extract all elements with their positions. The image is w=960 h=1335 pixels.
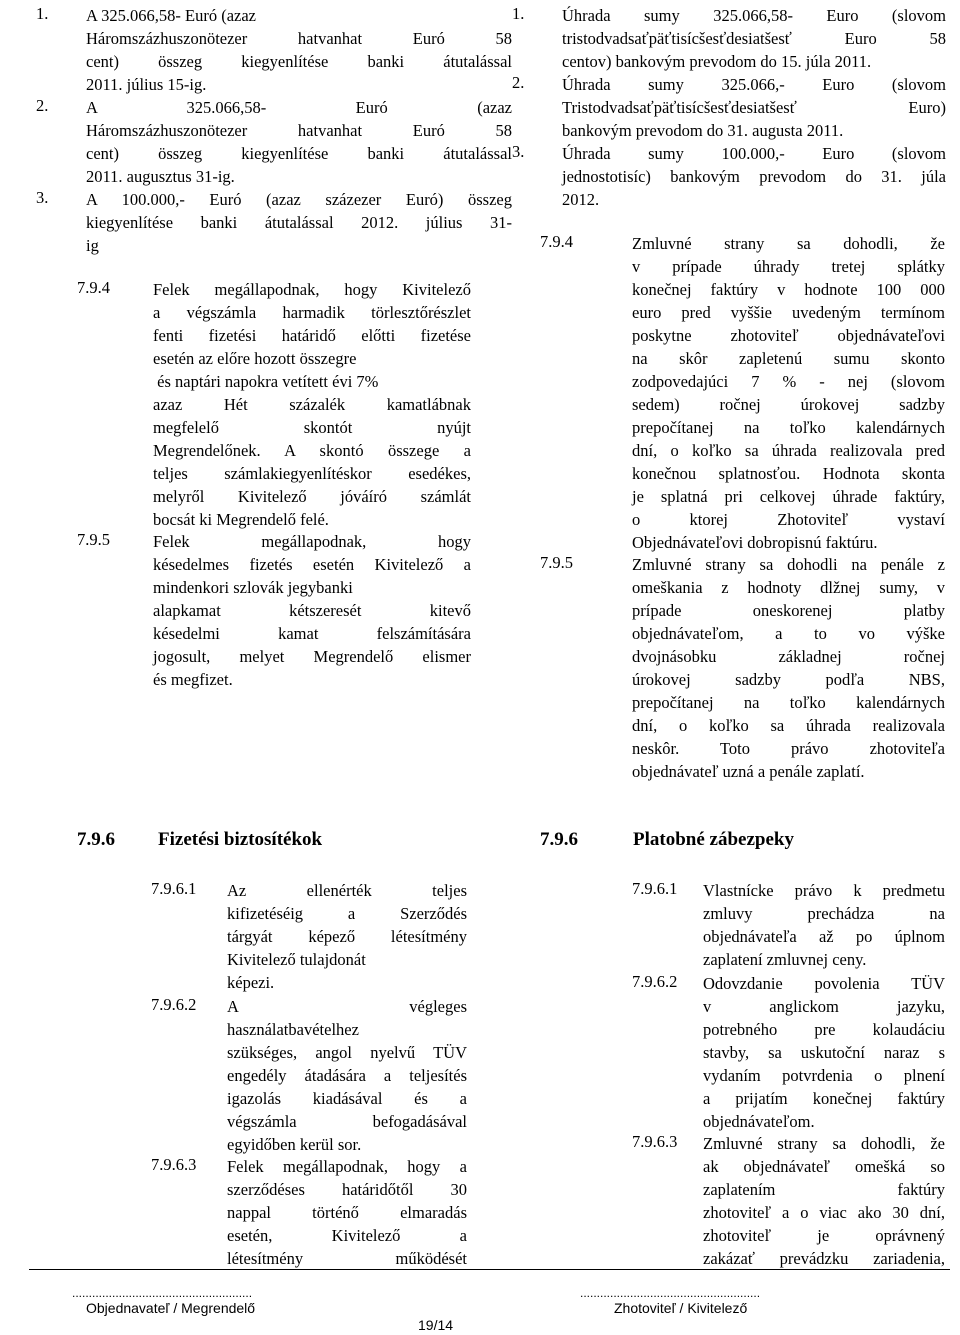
hu-payment-2-text: [86, 96, 512, 188]
clause-number: 7.9.5: [77, 530, 110, 549]
text-line: objednávateľ uzná a penále zaplatí.: [632, 762, 865, 781]
text-line: Zmluvné strany sa dohodli na penále z: [632, 555, 945, 574]
text-line: Objednávateľovi dobropisnú faktúru.: [632, 533, 878, 552]
text-line: Kivitelező tulajdonát: [227, 950, 366, 969]
text-line: létesítmény működését: [227, 1249, 467, 1268]
text-line: jednostotisíc) bankovým prevodom do 31. júla: [562, 167, 946, 186]
text-line: Úhrada sumy 325.066,58- Euro (slovom: [562, 6, 946, 25]
right-signature-dots: ......................................................: [580, 1286, 761, 1300]
left-signature-label: Objednavateľ / Megrendelő: [86, 1300, 256, 1316]
page-number: 19/14: [418, 1317, 454, 1333]
text-line: melyről Kivitelező jóváíró számlát: [153, 487, 471, 506]
hu-subclause-7961-text: [227, 879, 467, 994]
text-line: végszámla befogadásával: [227, 1112, 467, 1131]
sk-payment-3-num: 3.: [512, 142, 525, 161]
text-line: konečnej faktúry v hodnote 100 000: [632, 280, 945, 299]
text-line: vydaním potvrdenia o plnení: [703, 1066, 945, 1085]
sk-payment-3-text: [562, 142, 946, 211]
text-line: euro pred vyššie uvedeným termínom: [632, 303, 945, 322]
text-line: és megfizet.: [153, 670, 233, 689]
text-line: v anglickom jazyku,: [703, 997, 945, 1016]
text-line: ig: [86, 236, 99, 255]
sk-payment-1-text: [562, 4, 946, 73]
right-signature-label: Zhotoviteľ / Kivitelező: [614, 1300, 748, 1316]
text-line: alapkamat kétszeresét kitevő: [153, 601, 471, 620]
text-line: kiegyenlítése banki átutalással 2012. július 31-: [86, 213, 512, 232]
hu-payment-3-text: [86, 188, 512, 257]
hu-clause-794-text: [153, 278, 471, 531]
hu-section-heading: [77, 829, 323, 851]
text-line: A végleges: [227, 997, 467, 1016]
section-title: Fizetési biztosítékok: [158, 829, 323, 850]
text-line: dní, o koľko sa úhrada realizovala: [632, 716, 945, 735]
sk-subclause-7963-text: [703, 1132, 945, 1270]
text-line: 2012.: [562, 190, 600, 209]
text-line: potrebného pre kolaudáciu: [703, 1020, 945, 1039]
text-line: omeškania z hodnoty dlžnej sumy, v: [632, 578, 945, 597]
subclause-number: 7.9.6.1: [632, 879, 678, 898]
text-line: esetén, Kivitelező a: [227, 1226, 467, 1245]
hu-payment-1-num: 1.: [36, 4, 49, 23]
hu-payment-2-num: 2.: [36, 96, 49, 115]
text-line: és naptári napokra vetített évi 7%: [153, 372, 379, 391]
text-line: sedem) ročnej úrokovej sadzby: [632, 395, 945, 414]
hu-subclause-7962-text: [227, 995, 467, 1156]
hu-subclause-7963-text: [227, 1155, 467, 1270]
text-line: centov) bankovým prevodom do 15. júla 2011.: [562, 52, 872, 71]
text-line: Úhrada sumy 325.066,- Euro (slovom: [562, 75, 946, 94]
text-line: jogosult, melyet Megrendelő elismer: [153, 647, 471, 666]
section-number: 7.9.6: [540, 829, 578, 850]
text-line: úrokovej sadzby podľa NBS,: [632, 670, 945, 689]
sk-payment-2-num: 2.: [512, 73, 525, 92]
subclause-number: 7.9.6.1: [151, 879, 197, 898]
text-line: je splatná pri celkovej úhrade faktúry,: [632, 487, 945, 506]
text-line: o ktorej Zhotoviteľ vystaví: [632, 510, 945, 529]
text-line: Az ellenérték teljes: [227, 881, 467, 900]
text-line: Felek megállapodnak, hogy: [153, 532, 471, 551]
sk-section-heading: [540, 829, 794, 851]
text-line: késedelmes fizetés esetén Kivitelező a: [153, 555, 471, 574]
clause-number: 7.9.5: [540, 553, 573, 572]
subclause-number: 7.9.6.3: [151, 1155, 197, 1174]
text-line: a prijatím konečnej faktúry: [703, 1089, 945, 1108]
text-line: v prípade úhrady tretej splátky: [632, 257, 945, 276]
text-line: zhotoviteľ a o viac ako 30 dní,: [703, 1203, 945, 1222]
text-line: azaz Hét százalék kamatlábnak: [153, 395, 471, 414]
section-title: Platobné zábezpeky: [633, 829, 794, 850]
text-line: bankovým prevodom do 31. augusta 2011.: [562, 121, 844, 140]
subclause-number: 7.9.6.3: [632, 1132, 678, 1151]
text-line: objednávateľom, a to vo výške: [632, 624, 945, 643]
text-line: zmluvy prechádza na: [703, 904, 945, 923]
text-line: neskôr. Toto právo zhotoviteľa: [632, 739, 945, 758]
text-line: 2011. augusztus 31-ig.: [86, 167, 235, 186]
sk-clause-794-text: [632, 232, 945, 554]
text-line: Vlastnícke právo k predmetu: [703, 881, 945, 900]
sk-subclause-7962-text: [703, 972, 945, 1133]
text-line: cent) összeg kiegyenlítése banki átutalással: [86, 52, 512, 71]
text-line: Zmluvné strany sa dohodli, že: [703, 1134, 945, 1153]
text-line: mindenkori szlovák jegybanki: [153, 578, 353, 597]
text-line: tristodvadsaťpäťtisícšesťdesiatšesť Euro 58: [562, 29, 946, 48]
text-line: használatbavételhez: [227, 1020, 359, 1039]
text-line: Megrendelőnek. A skontó összege a: [153, 441, 471, 460]
text-line: A 100.000,- Euró (azaz százezer Euró) összeg: [86, 190, 512, 209]
text-line: Háromszázhuszonötezer hatvanhat Euró 58: [86, 29, 512, 48]
text-line: a végszámla harmadik törlesztőrészlet: [153, 303, 471, 322]
text-line: egyidőben kerül sor.: [227, 1135, 362, 1154]
text-line: engedély átadására a teljesítés: [227, 1066, 467, 1085]
text-line: 2011. július 15-ig.: [86, 75, 207, 94]
text-line: na skôr zapletenú sumu skonto: [632, 349, 945, 368]
text-line: objednávateľa až po úplnom: [703, 927, 945, 946]
text-line: stavby, sa uskutoční naraz s: [703, 1043, 945, 1062]
text-line: kifizetéséig a Szerződés: [227, 904, 467, 923]
hu-payment-3-num: 3.: [36, 188, 49, 207]
text-line: A 325.066,58- Euró (azaz: [86, 98, 512, 117]
clause-number: 7.9.4: [77, 278, 110, 297]
text-line: poskytne zhotoviteľ objednávateľovi: [632, 326, 945, 345]
hu-clause-795-text: [153, 530, 471, 691]
text-line: késedelmi kamat felszámítására: [153, 624, 471, 643]
text-line: igazolás kiadásával és a: [227, 1089, 467, 1108]
text-line: zodpovedajúci 7 % - nej (slovom: [632, 372, 945, 391]
text-line: teljes számlakiegyenlítéskor esedékes,: [153, 464, 471, 483]
clause-number: 7.9.4: [540, 232, 573, 251]
text-line: nappal történő elmaradás: [227, 1203, 467, 1222]
text-line: zakázať prevádzku zariadenia,: [703, 1249, 945, 1268]
text-line: Felek megállapodnak, hogy a: [227, 1157, 467, 1176]
text-line: fenti fizetési határidő előtti fizetése: [153, 326, 471, 345]
text-line: zhotoviteľ je oprávnený: [703, 1226, 945, 1245]
hu-payment-1-text: [86, 4, 512, 96]
text-line: zaplatení zmluvnej ceny.: [703, 950, 867, 969]
text-line: zaplatením faktúry: [703, 1180, 945, 1199]
text-line: prepočítanej na toľko kalendárnych: [632, 693, 945, 712]
text-line: prepočítanej na toľko kalendárnych: [632, 418, 945, 437]
text-line: képezi.: [227, 973, 275, 992]
text-line: Tristodvadsaťpäťtisícšesťdesiatšesť Euro): [562, 98, 946, 117]
section-number: 7.9.6: [77, 829, 115, 850]
left-signature-dots: ......................................................: [72, 1286, 253, 1300]
text-line: megfelelő skontót nyújt: [153, 418, 471, 437]
text-line: Úhrada sumy 100.000,- Euro (slovom: [562, 144, 946, 163]
text-line: konečnou splatnosťou. Hodnota skonta: [632, 464, 945, 483]
text-line: A 325.066,58- Euró (azaz: [86, 6, 256, 25]
text-line: dvojnásobku základnej ročnej: [632, 647, 945, 666]
text-line: szerződéses határidőtől 30: [227, 1180, 467, 1199]
footer-rule: [29, 1269, 950, 1270]
sk-payment-2-text: [562, 73, 946, 142]
subclause-number: 7.9.6.2: [151, 995, 197, 1014]
text-line: tárgyát képező létesítmény: [227, 927, 467, 946]
text-line: Háromszázhuszonötezer hatvanhat Euró 58: [86, 121, 512, 140]
text-line: objednávateľom.: [703, 1112, 815, 1131]
text-line: Odovzdanie povolenia TÜV: [703, 974, 945, 993]
text-line: dní, o koľko sa úhrada realizovala pred: [632, 441, 945, 460]
text-line: szükséges, angol nyelvű TÜV: [227, 1043, 467, 1062]
sk-clause-795-text: [632, 553, 945, 783]
text-line: ak objednávateľ omešká so: [703, 1157, 945, 1176]
sk-subclause-7961-text: [703, 879, 945, 971]
text-line: Zmluvné strany sa dohodli, že: [632, 234, 945, 253]
text-line: cent) összeg kiegyenlítése banki átutalással: [86, 144, 512, 163]
text-line: Felek megállapodnak, hogy Kivitelező: [153, 280, 471, 299]
text-line: prípade oneskorenej platby: [632, 601, 945, 620]
subclause-number: 7.9.6.2: [632, 972, 678, 991]
text-line: bocsát ki Megrendelő felé.: [153, 510, 329, 529]
sk-payment-1-num: 1.: [512, 4, 525, 23]
text-line: esetén az előre hozott összegre: [153, 349, 357, 368]
